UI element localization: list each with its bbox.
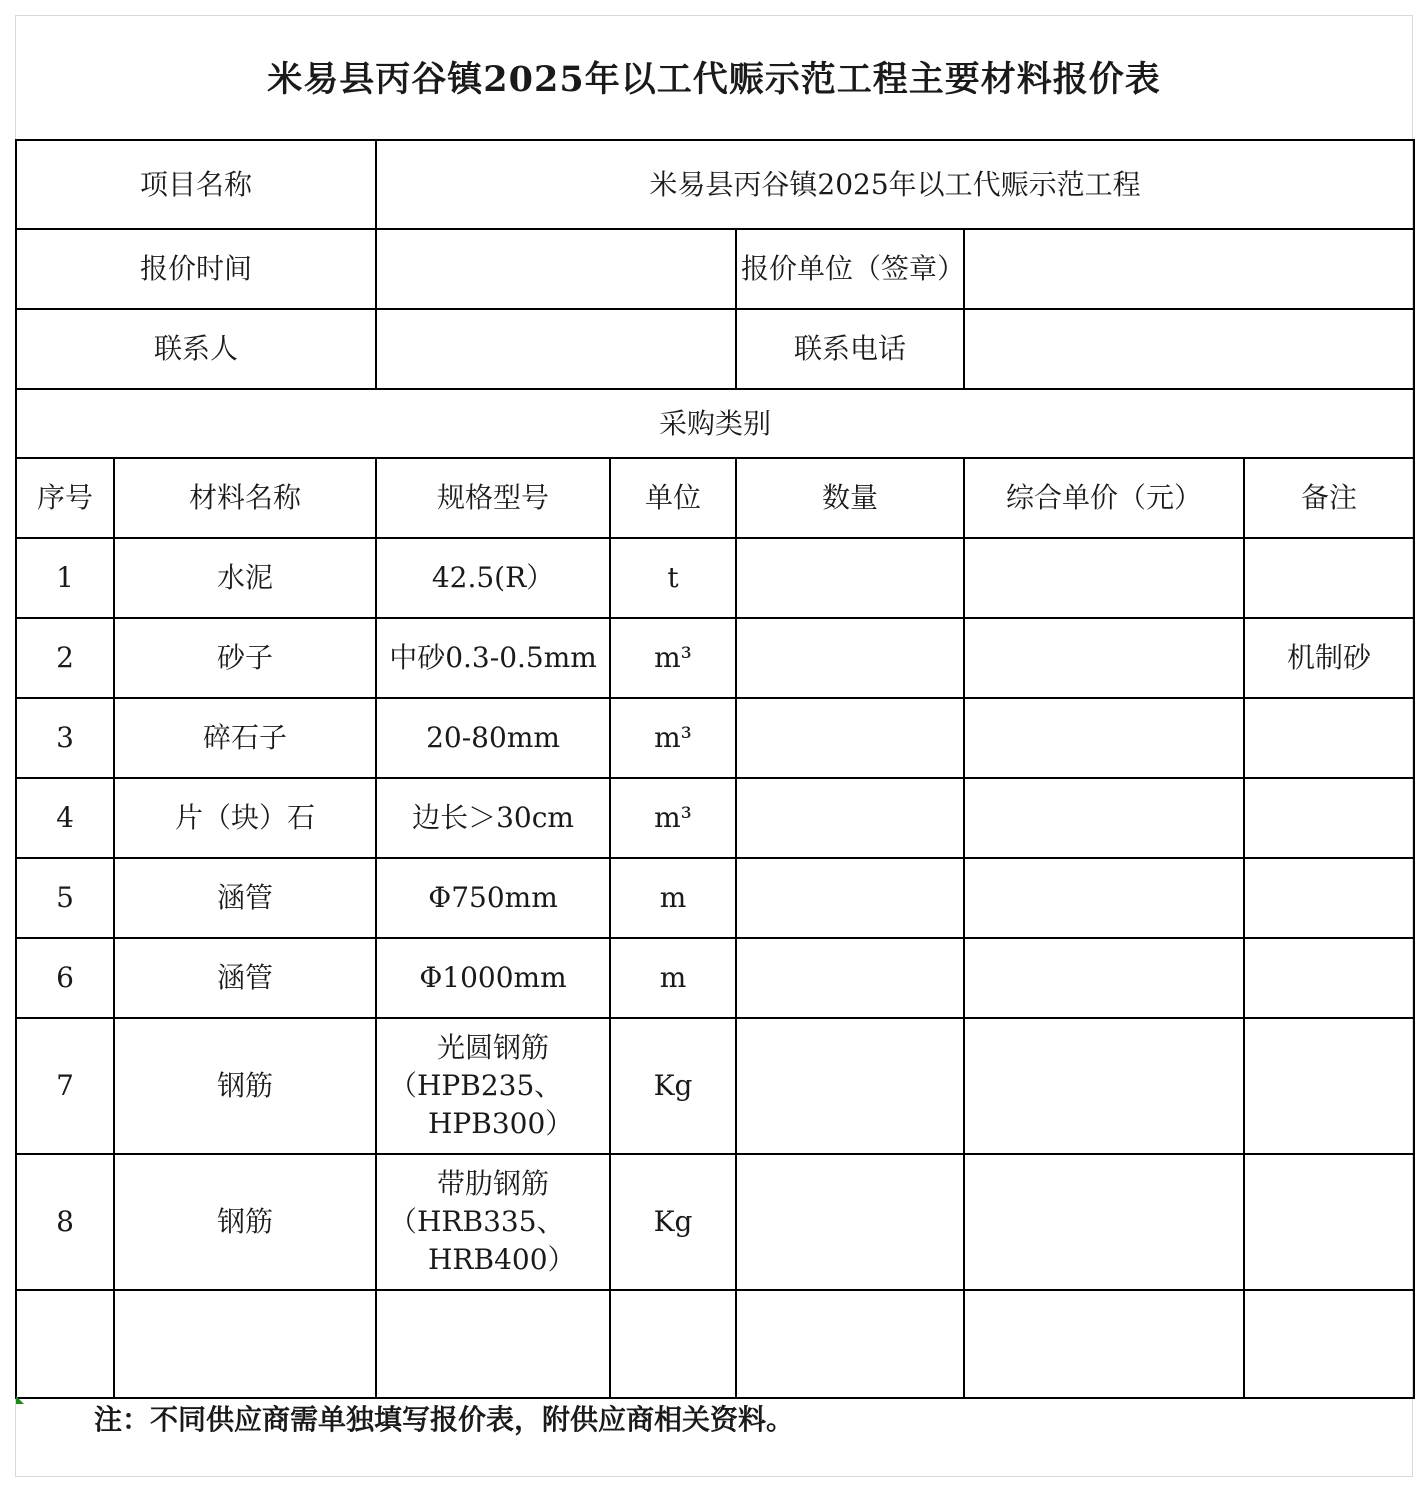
remark-cell[interactable] [1244, 938, 1414, 1018]
row-number: 6 [16, 938, 114, 1018]
price-cell[interactable] [964, 1018, 1244, 1154]
page-title: 米易县丙谷镇2025年以工代赈示范工程主要材料报价表 [267, 59, 1161, 100]
material-name: 片（块）石 [114, 778, 376, 858]
remark-cell[interactable] [1244, 698, 1414, 778]
material-name: 砂子 [114, 618, 376, 698]
blank-cell[interactable] [1244, 1290, 1414, 1398]
quantity-cell[interactable] [736, 938, 964, 1018]
material-name: 钢筋 [114, 1018, 376, 1154]
table-row [16, 778, 1414, 858]
price-cell[interactable] [964, 538, 1244, 618]
material-spec [376, 1018, 610, 1154]
project-name-value[interactable]: 米易县丙谷镇2025年以工代赈示范工程 [376, 140, 1414, 229]
table-row [16, 1018, 1414, 1154]
material-unit: Kg [610, 1154, 736, 1290]
contact-value[interactable] [376, 309, 736, 389]
contact-row [16, 309, 1414, 389]
material-spec: 边长＞30cm [376, 778, 610, 858]
material-spec: Φ1000mm [376, 938, 610, 1018]
table-row [16, 1154, 1414, 1290]
material-name: 碎石子 [114, 698, 376, 778]
remark-cell[interactable] [1244, 538, 1414, 618]
row-number: 3 [16, 698, 114, 778]
contact-label: 联系人 [16, 309, 376, 389]
price-cell[interactable] [964, 938, 1244, 1018]
quote-table [15, 139, 1415, 1399]
cell-marker-icon [16, 1396, 24, 1404]
blank-cell[interactable] [16, 1290, 114, 1398]
material-unit: m [610, 858, 736, 938]
row-number: 4 [16, 778, 114, 858]
price-cell[interactable] [964, 778, 1244, 858]
price-cell[interactable] [964, 1154, 1244, 1290]
remark-cell[interactable] [1244, 858, 1414, 938]
quantity-cell[interactable] [736, 538, 964, 618]
blank-cell[interactable] [736, 1290, 964, 1398]
table-header-row [16, 458, 1414, 538]
spec-line: HPB300） [428, 1107, 574, 1140]
row-number: 8 [16, 1154, 114, 1290]
footnote: 注：不同供应商需单独填写报价表，附供应商相关资料。 [94, 1403, 795, 1436]
quote-time-label: 报价时间 [16, 229, 376, 309]
column-header: 数量 [736, 458, 964, 538]
material-spec: Φ750mm [376, 858, 610, 938]
row-number: 7 [16, 1018, 114, 1154]
material-spec: 中砂0.3-0.5mm [376, 618, 610, 698]
project-name-label: 项目名称 [16, 140, 376, 229]
price-cell[interactable] [964, 698, 1244, 778]
spec-line: HRB400） [428, 1243, 576, 1276]
spec-line: （HPB235、 [389, 1069, 563, 1102]
material-name: 钢筋 [114, 1154, 376, 1290]
quote-unit-value[interactable] [964, 229, 1414, 309]
remark-cell[interactable] [1244, 778, 1414, 858]
quote-time-value[interactable] [376, 229, 736, 309]
quantity-cell[interactable] [736, 858, 964, 938]
material-spec: 42.5(R） [376, 538, 610, 618]
table-row [16, 698, 1414, 778]
spec-line: 带肋钢筋 [437, 1167, 550, 1200]
blank-cell[interactable] [114, 1290, 376, 1398]
quantity-cell[interactable] [736, 618, 964, 698]
category-row [16, 389, 1414, 458]
row-number: 1 [16, 538, 114, 618]
material-unit: t [610, 538, 736, 618]
spec-line: （HRB335、 [389, 1205, 565, 1238]
material-name: 涵管 [114, 938, 376, 1018]
remark-cell[interactable] [1244, 1154, 1414, 1290]
remark-cell[interactable] [1244, 1018, 1414, 1154]
phone-value[interactable] [964, 309, 1414, 389]
material-unit: m³ [610, 618, 736, 698]
material-unit: m³ [610, 778, 736, 858]
material-unit: Kg [610, 1018, 736, 1154]
quote-time-row [16, 229, 1414, 309]
column-header: 序号 [16, 458, 114, 538]
material-name: 水泥 [114, 538, 376, 618]
column-header: 综合单价（元） [964, 458, 1244, 538]
price-cell[interactable] [964, 858, 1244, 938]
spec-line: 光圆钢筋 [437, 1031, 550, 1064]
column-header: 单位 [610, 458, 736, 538]
column-header: 规格型号 [376, 458, 610, 538]
material-spec [376, 1154, 610, 1290]
table-row [16, 538, 1414, 618]
phone-label: 联系电话 [736, 309, 964, 389]
material-spec: 20-80mm [376, 698, 610, 778]
column-header: 材料名称 [114, 458, 376, 538]
remark-cell[interactable]: 机制砂 [1244, 618, 1414, 698]
blank-cell[interactable] [964, 1290, 1244, 1398]
table-row [16, 858, 1414, 938]
row-number: 2 [16, 618, 114, 698]
table-row [16, 618, 1414, 698]
material-name: 涵管 [114, 858, 376, 938]
price-cell[interactable] [964, 618, 1244, 698]
quantity-cell[interactable] [736, 1154, 964, 1290]
row-number: 5 [16, 858, 114, 938]
blank-cell[interactable] [610, 1290, 736, 1398]
material-unit: m³ [610, 698, 736, 778]
column-header: 备注 [1244, 458, 1414, 538]
project-name-row [16, 140, 1414, 229]
material-unit: m [610, 938, 736, 1018]
blank-cell[interactable] [376, 1290, 610, 1398]
table-row [16, 938, 1414, 1018]
table-row [16, 1290, 1414, 1398]
quote-unit-label: 报价单位（签章） [736, 229, 964, 309]
quantity-cell[interactable] [736, 1018, 964, 1154]
quantity-cell[interactable] [736, 778, 964, 858]
category-label: 采购类别 [16, 389, 1414, 458]
quantity-cell[interactable] [736, 698, 964, 778]
